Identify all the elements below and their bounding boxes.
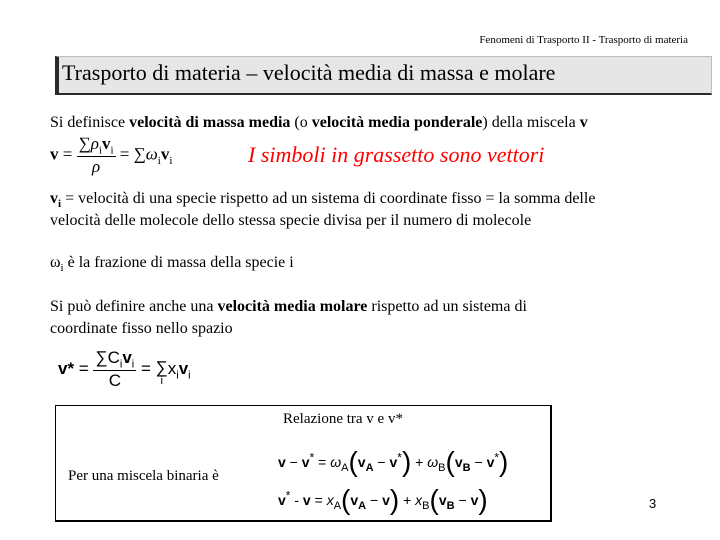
slide-title: Trasporto di materia – velocità media di massa e molare [62,60,556,85]
definition-mass-velocity: Si definisce velocità di massa media (o velocità media ponderale) della miscela v [50,114,588,131]
omega-definition: $\omega_i$ è la frazione di massa della specie i [50,254,294,275]
relation-title: Relazione tra v e v* [283,411,403,427]
page-number: 3 [649,496,657,511]
relation-equation-2: $v^* - v = x_A(v_A - v) + x_B(v_B - v)$ [278,484,488,515]
relation-equation-1: $v - v^* = \omega_A(v_A - v^*) + \omega_B(v_B - v^*)$ [278,446,509,477]
definition-molar-velocity-line2: coordinate fisso nello spazio [50,320,233,337]
definition-molar-velocity-line1: Si può definire anche una velocità media molare rispetto ad un sistema di [50,298,527,315]
binary-mixture-label: Per una miscela binaria è [68,468,219,484]
header-text: Fenomeni di Trasporto II - Trasporto di materia [479,34,688,46]
molar-velocity-formula: v* = $\frac{\sum C_iv_i}{C}$ = ∑ i $x_iv_i$ [58,348,191,391]
vi-definition-line1: $v_i$ = velocità di una specie rispetto ad un sistema di coordinate fisso = la somma delle [50,190,596,211]
vi-definition-line2: velocità delle molecole dello stessa specie divisa per il numero di molecole [50,212,532,229]
mass-velocity-formula: v = $\frac{\sum\rho_iv_i}{\rho}$ = $\sum\omega_iv_i$ [50,134,173,177]
bold-vectors-note: I simboli in grassetto sono vettori [248,142,545,167]
